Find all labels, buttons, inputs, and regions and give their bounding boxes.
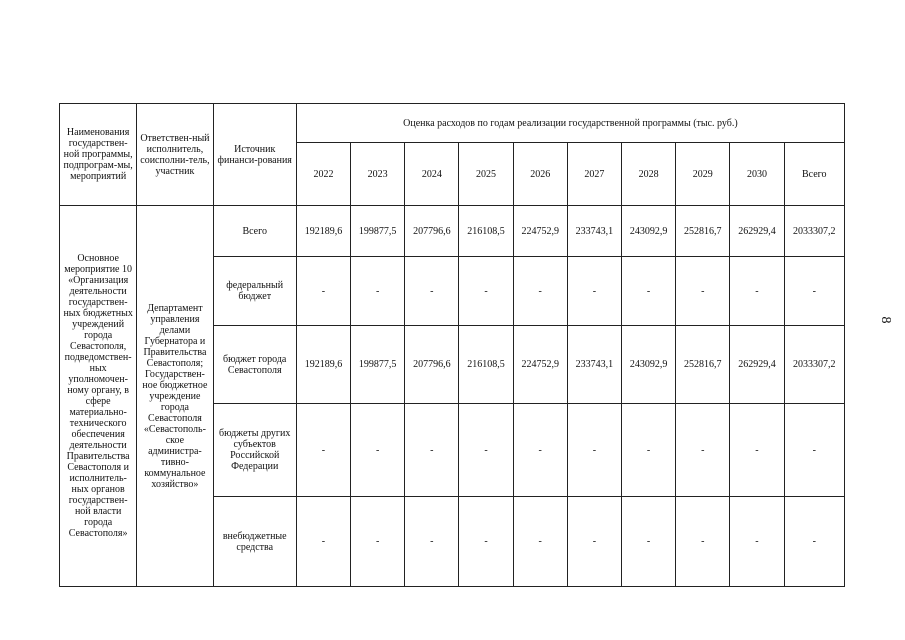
responsible-executor-cell: Департамент управления делами Губернатора и Правительства Севастополя; Государствен-ное бюджетное учреждение города Севастополя «Севастополь-ское администра-тивно-коммунальное хозяйство» — [137, 206, 213, 587]
amount-cell: 207796,6 — [405, 326, 459, 404]
funding-source-cell: бюджет города Севастополя — [213, 326, 296, 404]
header-year-cell: 2030 — [730, 143, 784, 206]
amount-cell: - — [351, 404, 405, 497]
amount-cell: 233743,1 — [567, 206, 621, 257]
page-number: 8 — [878, 316, 893, 324]
amount-cell: - — [621, 257, 675, 326]
header-year-cell: 2023 — [351, 143, 405, 206]
amount-cell: 2033307,2 — [784, 206, 844, 257]
amount-cell: 224752,9 — [513, 326, 567, 404]
amount-cell: - — [351, 497, 405, 587]
header-funding-source: Источник финанси-рования — [213, 104, 296, 206]
amount-cell: - — [351, 257, 405, 326]
header-program-name: Наименования государствен-ной программы, подпрограм-мы, мероприятий — [60, 104, 137, 206]
header-year-cell: 2028 — [621, 143, 675, 206]
amount-cell: 262929,4 — [730, 326, 784, 404]
header-row-1 — [60, 104, 845, 143]
funding-row — [60, 206, 845, 257]
header-year-cell: 2022 — [296, 143, 350, 206]
amount-cell: - — [621, 497, 675, 587]
amount-cell: - — [784, 257, 844, 326]
amount-cell: 199877,5 — [351, 326, 405, 404]
header-year-cell: 2029 — [676, 143, 730, 206]
budget-table — [59, 103, 845, 587]
header-responsible: Ответствен-ный исполнитель, соисполни-тель, участник — [137, 104, 213, 206]
funding-source-cell: внебюджетные средства — [213, 497, 296, 587]
amount-cell: - — [784, 404, 844, 497]
amount-cell: - — [784, 497, 844, 587]
amount-cell: - — [676, 257, 730, 326]
amount-cell: - — [676, 497, 730, 587]
header-expense-estimate: Оценка расходов по годам реализации государственной программы (тыс. руб.) — [296, 104, 844, 143]
amount-cell: - — [513, 404, 567, 497]
amount-cell: 216108,5 — [459, 206, 513, 257]
header-year-cell: Всего — [784, 143, 844, 206]
amount-cell: - — [676, 404, 730, 497]
amount-cell: - — [730, 404, 784, 497]
funding-source-cell: Всего — [213, 206, 296, 257]
header-year-cell: 2025 — [459, 143, 513, 206]
amount-cell: 207796,6 — [405, 206, 459, 257]
amount-cell: - — [513, 257, 567, 326]
amount-cell: 2033307,2 — [784, 326, 844, 404]
amount-cell: 243092,9 — [621, 326, 675, 404]
amount-cell: - — [459, 257, 513, 326]
amount-cell: - — [405, 404, 459, 497]
amount-cell: - — [296, 404, 350, 497]
amount-cell: - — [567, 257, 621, 326]
amount-cell: 252816,7 — [676, 326, 730, 404]
amount-cell: 216108,5 — [459, 326, 513, 404]
amount-cell: - — [459, 404, 513, 497]
funding-source-cell: бюджеты других субъектов Российской Федерации — [213, 404, 296, 497]
amount-cell: 192189,6 — [296, 326, 350, 404]
amount-cell: - — [296, 257, 350, 326]
amount-cell: - — [296, 497, 350, 587]
funding-source-cell: федеральный бюджет — [213, 257, 296, 326]
amount-cell: - — [405, 257, 459, 326]
amount-cell: - — [730, 497, 784, 587]
amount-cell: - — [730, 257, 784, 326]
amount-cell: - — [621, 404, 675, 497]
amount-cell: 199877,5 — [351, 206, 405, 257]
amount-cell: - — [567, 404, 621, 497]
amount-cell: 243092,9 — [621, 206, 675, 257]
amount-cell: 262929,4 — [730, 206, 784, 257]
amount-cell: - — [405, 497, 459, 587]
amount-cell: 252816,7 — [676, 206, 730, 257]
header-year-cell: 2026 — [513, 143, 567, 206]
amount-cell: 192189,6 — [296, 206, 350, 257]
amount-cell: - — [567, 497, 621, 587]
header-year-cell: 2024 — [405, 143, 459, 206]
amount-cell: - — [513, 497, 567, 587]
program-name-cell: Основное мероприятие 10 «Организация деятельности государствен-ных бюджетных учреждений города Севастополя, подведомствен-ных уполномочен-ному органу, в сфере материально-технического обеспечения деятельности Правительства Севастополя и исполнитель-ных органов государствен-ной власти города Севастополя» — [60, 206, 137, 587]
amount-cell: 224752,9 — [513, 206, 567, 257]
amount-cell: 233743,1 — [567, 326, 621, 404]
header-year-cell: 2027 — [567, 143, 621, 206]
amount-cell: - — [459, 497, 513, 587]
